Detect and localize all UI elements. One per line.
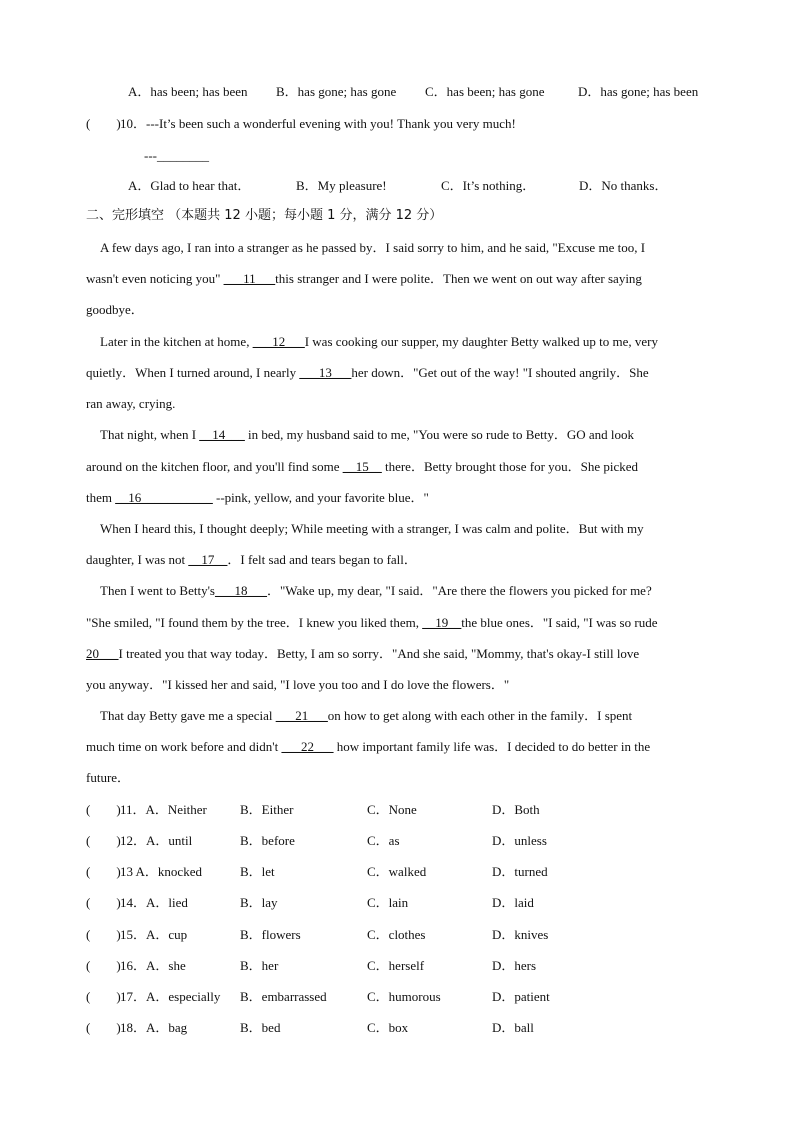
blank-16[interactable]: __16___________ xyxy=(115,490,213,505)
answer-paren[interactable]: ( ) xyxy=(86,864,121,879)
option-d: D．unless xyxy=(492,833,547,848)
passage-text: That day Betty gave me a special xyxy=(100,708,273,723)
option-c: C．as xyxy=(367,833,400,848)
passage-line xyxy=(86,739,650,755)
q10-option-a: A．Glad to hear that． xyxy=(128,178,251,193)
passage-text: much time on work before and didn't xyxy=(86,739,279,754)
passage-line: you anyway．"I kissed her and said, "I love you too and I do love the flowers．" xyxy=(86,677,510,692)
q10-option-d: D．No thanks． xyxy=(579,178,668,193)
answer-paren[interactable]: ( ) xyxy=(86,989,121,1004)
section-title: 二、完形填空 （本题共 12 小题；每小题 1 分，满分 12 分） xyxy=(86,208,443,223)
option-c: C．clothes xyxy=(367,927,426,942)
passage-line xyxy=(86,490,429,506)
option-b: B．before xyxy=(240,833,295,848)
answer-paren[interactable]: ( ) xyxy=(86,958,121,973)
passage-text: on how to get along with each other in the family．I spent xyxy=(327,708,633,723)
passage-text: Later in the kitchen at home, xyxy=(100,334,250,349)
passage-line: When I heard this, I thought deeply; While meeting with a stranger, I was calm and polite．But with my xyxy=(100,521,644,536)
passage-line xyxy=(86,646,639,662)
passage-text: her down．"Get out of the way! "I shouted angrily．She xyxy=(351,365,649,380)
option-b: B．let xyxy=(240,864,275,879)
q9-option-c: C．has been; has gone xyxy=(425,84,545,99)
passage-line: future． xyxy=(86,770,131,785)
option-d: D．laid xyxy=(492,895,534,910)
q10-reply: ---________ xyxy=(144,148,209,163)
option-c: C．box xyxy=(367,1020,409,1035)
q10-stem: 10．---It’s been such a wonderful evening with you! Thank you very much! xyxy=(120,116,516,131)
q10-option-c: C．It’s nothing． xyxy=(441,178,536,193)
blank-15[interactable]: __15__ xyxy=(342,459,382,474)
passage-line: goodbye． xyxy=(86,302,144,317)
passage-line xyxy=(86,615,657,631)
blank-22[interactable]: ___22___ xyxy=(281,739,334,754)
option-b: B．her xyxy=(240,958,279,973)
option-d: D．ball xyxy=(492,1020,534,1035)
blank-12[interactable]: ___12___ xyxy=(252,334,305,349)
option-d: D．knives xyxy=(492,927,549,942)
passage-line: A few days ago, I ran into a stranger as he passed by．I said sorry to him, and he said, "Excuse me too, I xyxy=(100,240,646,255)
option-a: 12．A．until xyxy=(120,833,193,848)
option-d: D．patient xyxy=(492,989,550,1004)
passage-line: ran away, crying. xyxy=(86,396,176,411)
passage-line xyxy=(100,583,652,599)
option-a: 15．A．cup xyxy=(120,927,188,942)
blank-21[interactable]: ___21___ xyxy=(275,708,328,723)
passage-text: ．I felt sad and tears began to fall． xyxy=(227,552,417,567)
option-c: C．walked xyxy=(367,864,427,879)
passage-text: there．Betty brought those for you．She picked xyxy=(384,459,639,474)
option-a: 11．A．Neither xyxy=(120,802,207,817)
option-d: D．hers xyxy=(492,958,537,973)
blank-19[interactable]: __19__ xyxy=(422,615,462,630)
option-c: C．herself xyxy=(367,958,425,973)
passage-text: Then I went to Betty's xyxy=(100,583,215,598)
option-c: C．None xyxy=(367,802,417,817)
passage-text: wasn't even noticing you" xyxy=(86,271,221,286)
passage-text: I was cooking our supper, my daughter Betty walked up to me, very xyxy=(304,334,658,349)
passage-text: I treated you that way today．Betty, I am so sorry．"And she said, "Mommy, that's okay-I still love xyxy=(118,646,640,661)
option-a: 18．A．bag xyxy=(120,1020,188,1035)
option-a: 17．A．especially xyxy=(120,989,221,1004)
passage-line xyxy=(86,459,638,475)
option-a: 14．A．lied xyxy=(120,895,188,910)
option-a: 16．A．she xyxy=(120,958,186,973)
passage-line xyxy=(100,708,632,724)
passage-text: That night, when I xyxy=(100,427,197,442)
answer-paren[interactable]: ( ) xyxy=(86,927,121,942)
passage-line xyxy=(86,552,417,568)
blank-17[interactable]: __17__ xyxy=(188,552,228,567)
blank-11[interactable]: ___11___ xyxy=(223,271,276,286)
answer-paren[interactable]: ( ) xyxy=(86,802,121,817)
q10-option-b: B．My pleasure! xyxy=(296,178,387,193)
option-b: B．embarrassed xyxy=(240,989,327,1004)
blank-14[interactable]: __14___ xyxy=(199,427,245,442)
option-b: B．Either xyxy=(240,802,294,817)
passage-line xyxy=(100,427,634,443)
passage-text: in bed, my husband said to me, "You were so rude to Betty．GO and look xyxy=(248,427,635,442)
q9-option-a: A．has been; has been xyxy=(128,84,248,99)
passage-text: the blue ones．"I said, "I was so rude xyxy=(461,615,658,630)
passage-text: how important family life was．I decided to do better in the xyxy=(336,739,651,754)
answer-paren[interactable]: ( ) xyxy=(86,895,121,910)
passage-line xyxy=(100,334,658,350)
option-d: D．turned xyxy=(492,864,548,879)
passage-text: them xyxy=(86,490,112,505)
blank-13[interactable]: ___13___ xyxy=(299,365,352,380)
passage-line xyxy=(86,365,649,381)
option-b: B．bed xyxy=(240,1020,281,1035)
option-a: 13 A．knocked xyxy=(120,864,202,879)
q10-answer-paren[interactable]: ( ) xyxy=(86,116,121,131)
answer-paren[interactable]: ( ) xyxy=(86,833,121,848)
answer-paren[interactable]: ( ) xyxy=(86,1020,121,1035)
passage-text: quietly．When I turned around, I nearly xyxy=(86,365,297,380)
passage-text: "She smiled, "I found them by the tree．I knew you liked them, xyxy=(86,615,420,630)
option-b: B．flowers xyxy=(240,927,301,942)
option-c: C．lain xyxy=(367,895,409,910)
passage-text: ．"Wake up, my dear, "I said．"Are there the flowers you picked for me? xyxy=(267,583,652,598)
option-c: C．humorous xyxy=(367,989,441,1004)
passage-text: this stranger and I were polite．Then we went on out way after saying xyxy=(275,271,642,286)
q9-option-d: D．has gone; has been xyxy=(578,84,699,99)
blank-20[interactable]: 20___ xyxy=(86,646,119,661)
passage-text: daughter, I was not xyxy=(86,552,186,567)
option-d: D．Both xyxy=(492,802,540,817)
passage-line xyxy=(86,271,642,287)
q9-option-b: B．has gone; has gone xyxy=(276,84,397,99)
blank-18[interactable]: ___18___ xyxy=(215,583,267,598)
passage-text: around on the kitchen floor, and you'll find some xyxy=(86,459,340,474)
option-b: B．lay xyxy=(240,895,278,910)
passage-text: --pink, yellow, and your favorite blue．" xyxy=(216,490,429,505)
